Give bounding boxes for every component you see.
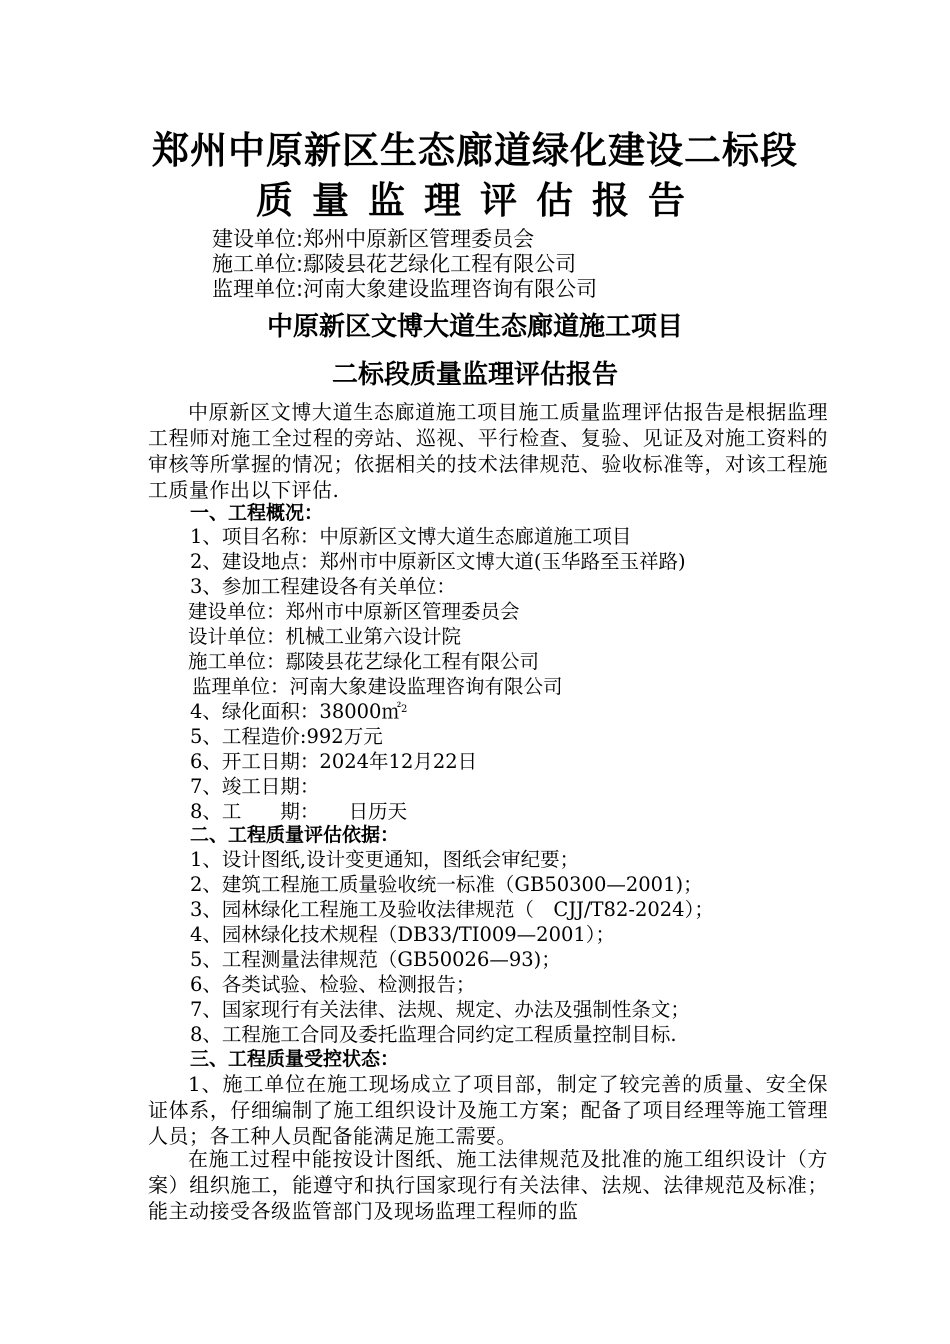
overview-item: 2、建设地点：郑州市中原新区文博大道(玉华路至玉祥路): [190, 550, 686, 573]
report-subtitle-2: 二标段质量监理评估报告: [331, 360, 618, 390]
quality-paragraph-2: 在施工过程中能按设计图纸、施工法律规范及批准的施工组织设计（方案）组织施工，能遵守和执行国家现行有关法律、法规、法律规范及标准；能主动接受各级监管部门及现场监理工程师的监: [148, 1147, 828, 1223]
quality-paragraph-1: 1、施工单位在施工现场成立了项目部，制定了较完善的质量、安全保证体系，仔细编制了施工组织设计及施工方案；配备了项目经理等施工管理人员；各工种人员配备能满足施工需要。: [148, 1072, 828, 1148]
area-superscript: 2: [400, 704, 408, 715]
unit-construction-owner: 建设单位:郑州中原新区管理委员会: [212, 227, 535, 251]
document-title-sub: 质量监理评估报告: [256, 179, 704, 222]
overview-item: 1、项目名称：中原新区文博大道生态廊道施工项目: [190, 525, 632, 548]
report-subtitle: 中原新区文博大道生态廊道施工项目: [266, 312, 683, 342]
area-text: 4、绿化面积：38000㎡: [190, 700, 401, 723]
section-2-heading: 二、工程质量评估依据：: [190, 824, 400, 846]
section-3-heading: 三、工程质量受控状态：: [190, 1048, 400, 1070]
intro-paragraph: 中原新区文博大道生态廊道施工项目施工质量监理评估报告是根据监理工程师对施工全过程的旁站、巡视、平行检查、复验、见证及对施工资料的审核等所掌握的情况；依据相关的技术法律规范、验收标准等，对该工程施工质量作出以下评估.: [148, 400, 828, 502]
basis-item: 3、园林绿化工程施工及验收法律规范（ CJJ/T82-2024）；: [190, 898, 714, 921]
party-item: 监理单位：河南大象建设监理咨询有限公司: [192, 675, 563, 698]
basis-item: 4、园林绿化技术规程（DB33/TI009—2001）；: [190, 923, 616, 946]
party-item: 施工单位：鄢陵县花艺绿化工程有限公司: [188, 650, 540, 673]
overview-item: 6、开工日期：2024年12月22日: [190, 750, 478, 773]
overview-item: 5、工程造价:992万元: [190, 725, 383, 748]
overview-item: 3、参加工程建设各有关单位：: [190, 575, 456, 598]
document-title: 郑州中原新区生态廊道绿化建设二标段: [152, 129, 798, 172]
basis-item: 2、建筑工程施工质量验收统一标准（GB50300—2001)；: [190, 873, 703, 896]
overview-item: [190, 699, 407, 725]
basis-item: 6、各类试验、检验、检测报告；: [190, 973, 476, 996]
basis-item: 7、国家现行有关法律、法规、规定、办法及强制性条文；: [190, 998, 690, 1021]
section-1-heading: 一、工程概况：: [190, 502, 324, 524]
party-item: 设计单位：机械工业第六设计院: [188, 625, 462, 648]
overview-item: 7、竣工日期：: [190, 775, 320, 798]
basis-item: 5、工程测量法律规范（GB50026—93)；: [190, 948, 561, 971]
unit-supervisor: 监理单位:河南大象建设监理咨询有限公司: [212, 277, 598, 301]
overview-item: 8、工 期： 日历天: [190, 800, 408, 823]
party-item: 建设单位：郑州市中原新区管理委员会: [188, 600, 520, 623]
basis-item: 1、设计图纸,设计变更通知，图纸会审纪要；: [190, 848, 580, 871]
unit-contractor: 施工单位:鄢陵县花艺绿化工程有限公司: [212, 252, 577, 276]
basis-item: 8、工程施工合同及委托监理合同约定工程质量控制目标.: [190, 1023, 677, 1046]
